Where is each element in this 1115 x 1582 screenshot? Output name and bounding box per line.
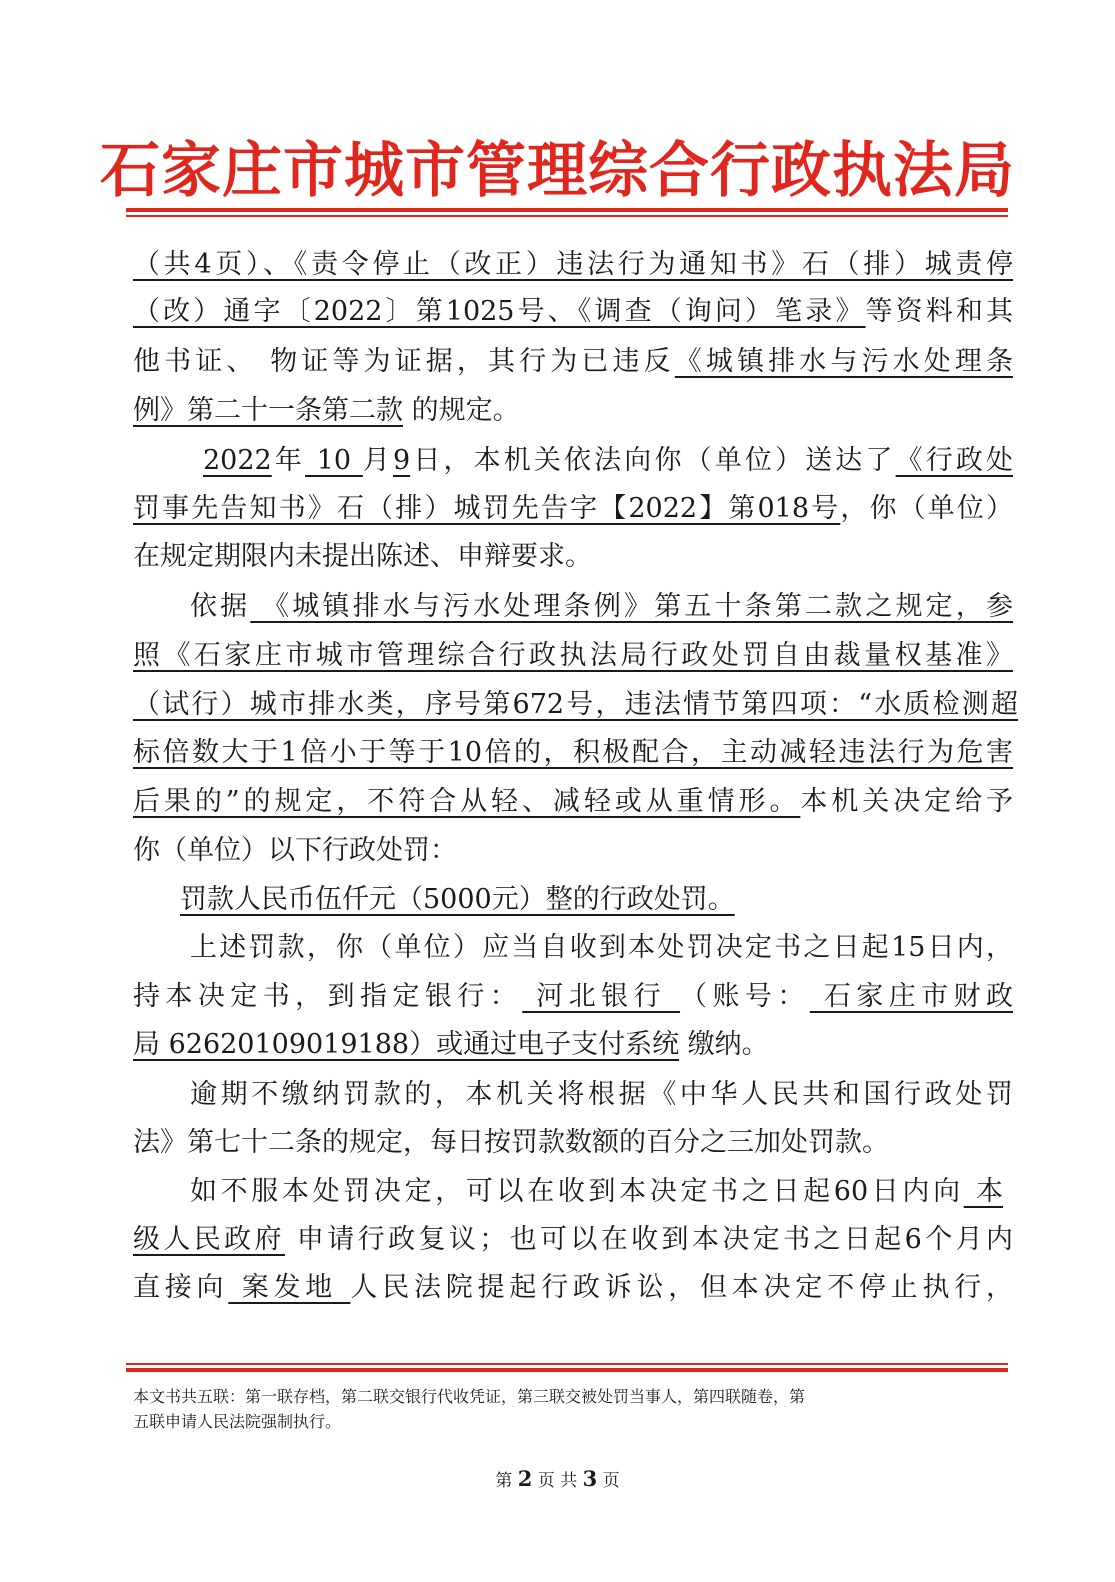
legal-basis-text: 后果的”的规定，不符合从轻、减轻或从重情形。	[133, 786, 801, 817]
body-text: 你（单位）以下行政处罚：	[133, 835, 457, 866]
legal-basis-text: 标倍数大于1倍小于等于10倍的，积极配合，主动减轻违法行为危害	[133, 737, 1013, 768]
body-line	[190, 926, 1013, 970]
penalty-text: 罚款人民币伍仟元（5000元）整的行政处罚。	[180, 884, 735, 915]
page-total: 3	[582, 1466, 598, 1491]
notice-document: 《行政处	[895, 445, 1013, 476]
body-line	[133, 1266, 1013, 1310]
body-text: 缴纳。	[679, 1029, 769, 1060]
footer-rule-thick	[126, 1368, 1008, 1372]
body-line	[133, 683, 1018, 727]
page-current: 2	[517, 1466, 533, 1491]
body-text: 上述罚款，你（单位）应当自收到本处罚决定书之日起15日内，	[190, 932, 1013, 963]
body-line	[133, 389, 1013, 433]
body-line	[133, 975, 1013, 1019]
body-text: 本机关决定给予	[800, 786, 1013, 817]
footer-rule-thin	[126, 1363, 1008, 1365]
page-suffix: 页	[597, 1471, 620, 1491]
page-prefix: 第	[495, 1471, 518, 1491]
body-line	[203, 439, 1013, 483]
body-text: 他书证、 物证等为证据，其行为已违反	[133, 346, 675, 377]
body-text: （账号：	[680, 981, 810, 1012]
page-number	[0, 1467, 1115, 1493]
notice-year: 2022	[203, 445, 272, 476]
footer-note: 本文书共五联：第一联存档，第二联交银行代收凭证，第三联交被处罚当事人，第四联随卷，第	[133, 1387, 806, 1406]
body-text: 日，本机关依法向你（单位）送达了	[410, 445, 896, 476]
legal-basis-text: （试行）城市排水类，序号第672号，违法情节第四项：“水质检测超	[133, 689, 1018, 720]
notice-document: 罚事先告知书》石（排）城罚先告字【2022】第018号	[133, 493, 841, 524]
body-text: 人民法院提起行政诉讼，但本决定不停止执行，	[350, 1272, 1013, 1303]
body-text: 直接向	[133, 1272, 229, 1303]
regulation-text: 《城镇排水与污水处理条	[674, 346, 1013, 377]
body-text: 月	[362, 445, 393, 476]
body-line	[133, 780, 1013, 824]
body-line	[133, 829, 1013, 873]
body-text: 等资料和其	[865, 296, 1013, 327]
body-text: 在规定期限内未提出陈述、申辩要求。	[133, 541, 592, 572]
notice-day: 9	[392, 445, 411, 476]
body-line	[133, 1218, 1013, 1262]
body-text: ，你（单位）	[840, 493, 1013, 524]
court-location: 案发地	[228, 1272, 351, 1303]
body-line	[133, 535, 1013, 579]
body-text: 法》第七十二条的规定，每日按罚款数额的百分之三加处罚款。	[133, 1127, 889, 1158]
body-line	[190, 1170, 1003, 1214]
review-authority: 级人民政府	[133, 1224, 285, 1255]
page-middle: 页 共	[532, 1471, 583, 1491]
body-line	[133, 243, 1013, 287]
body-text: 申请行政复议；也可以在收到本决定书之日起6个月内	[284, 1224, 1013, 1255]
body-line	[133, 634, 1013, 678]
legal-basis-text: 照《石家庄市城市管理综合行政执法局行政处罚自由裁量权基准》	[133, 640, 1013, 671]
account-info: 石家庄市财政	[809, 981, 1013, 1012]
header-rule-thick	[126, 208, 1008, 212]
body-text: 持本决定书，到指定银行：	[133, 981, 523, 1012]
evidence-text: （共4页）、《责令停止（改正）违法行为通知书》石（排）城责停	[133, 249, 1013, 280]
body-text: 如不服本处罚决定，可以在收到本决定书之日起60日内向	[190, 1176, 964, 1207]
header-rule-thin	[126, 215, 1008, 217]
account-info: 局 62620109019188）或通过电子支付系统	[133, 1029, 680, 1060]
body-text: 逾期不缴纳罚款的，本机关将根据《中华人民共和国行政处罚	[190, 1079, 1013, 1110]
notice-month: 10	[305, 445, 363, 476]
body-text: 依据	[190, 591, 251, 622]
body-line	[133, 1023, 1013, 1067]
regulation-text: 例》第二十一条第二款	[133, 395, 403, 426]
body-line	[190, 585, 1013, 629]
body-line	[180, 878, 1060, 922]
body-line	[133, 487, 1013, 531]
bank-name: 河北银行	[522, 981, 681, 1012]
evidence-text: （改）通字〔2022〕第1025号、《调查（询问）笔录》	[133, 296, 866, 327]
agency-title: 石家庄市城市管理综合行政执法局	[100, 136, 1015, 206]
body-text: 年	[271, 445, 306, 476]
body-line	[133, 340, 1013, 384]
body-line	[133, 731, 1013, 775]
body-line	[190, 1073, 1013, 1117]
body-line	[133, 1121, 1013, 1165]
legal-basis-text: 《城镇排水与污水处理条例》第五十条第二款之规定，参	[250, 591, 1013, 622]
body-line	[133, 290, 1013, 334]
review-authority: 本	[963, 1176, 1003, 1207]
body-text: 的规定。	[403, 395, 520, 426]
footer-note: 五联申请人民法院强制执行。	[133, 1412, 342, 1431]
